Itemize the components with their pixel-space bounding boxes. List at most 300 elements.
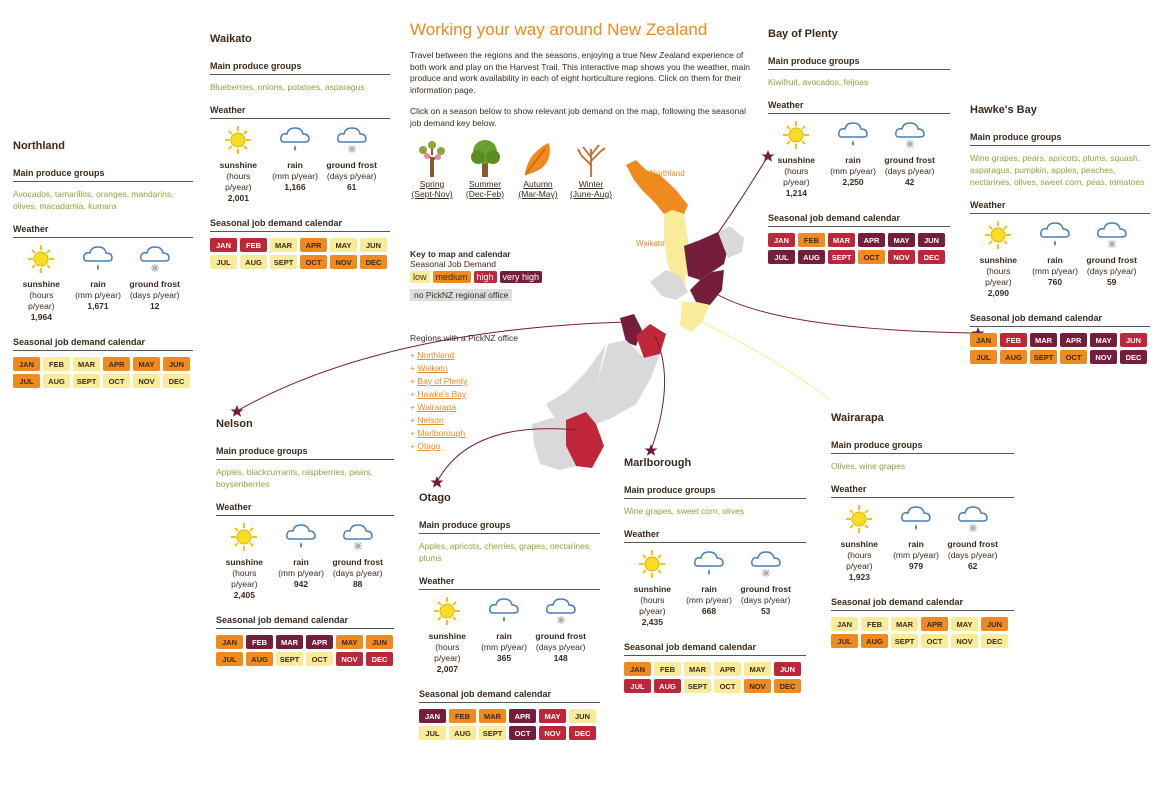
region-link-hawke-s-bay[interactable] — [410, 388, 518, 401]
link-label: Northland — [417, 350, 455, 360]
frost-value: 12 — [149, 301, 160, 311]
weather-stats — [624, 549, 794, 628]
sunshine-stat — [210, 125, 267, 204]
region-panel-marlborough — [624, 457, 806, 693]
frost-value: 53 — [760, 606, 771, 616]
produce-list: Wine grapes, sweet corn, olives — [624, 506, 744, 516]
calendar-month-oct[interactable]: OCT — [509, 726, 536, 740]
calendar-month-nov[interactable]: NOV — [330, 255, 357, 269]
frost-cloud-icon — [749, 549, 783, 584]
key-levels — [410, 271, 542, 283]
rain-unit: (mm p/year) — [893, 550, 939, 560]
sunshine-stat — [419, 596, 476, 675]
calendar-heading: Seasonal job demand calendar — [970, 313, 1150, 327]
calendar-month-jun[interactable]: JUN — [981, 617, 1008, 631]
calendar-heading: Seasonal job demand calendar — [210, 218, 390, 232]
frost-unit: (days p/year) — [332, 568, 383, 578]
calendar-month-jan[interactable]: JAN — [768, 233, 795, 247]
frost-label: ground frost — [947, 539, 998, 549]
rain-unit: (mm p/year) — [830, 166, 876, 176]
demand-calendar — [216, 635, 394, 666]
calendar-month-dec[interactable]: DEC — [774, 679, 801, 693]
produce-list: Apples, blackcurrants, raspberries, pears, boysenberries — [216, 467, 373, 489]
calendar-heading: Seasonal job demand calendar — [419, 689, 600, 703]
calendar-month-apr[interactable]: APR — [858, 233, 885, 247]
demand-key — [410, 249, 542, 303]
key-title: Key to map and calendar — [410, 249, 511, 259]
region-name[interactable]: Northland — [13, 140, 65, 152]
calendar-month-jul[interactable]: JUL — [768, 250, 795, 264]
rain-unit: (mm p/year) — [481, 642, 527, 652]
rain-stat — [681, 549, 738, 628]
calendar-month-may[interactable]: MAY — [888, 233, 915, 247]
calendar-month-mar[interactable]: MAR — [73, 357, 100, 371]
frost-stat — [737, 549, 794, 628]
link-label: Otago — [417, 441, 441, 451]
link-label: Nelson — [417, 415, 444, 425]
calendar-month-jun[interactable]: JUN — [366, 635, 393, 649]
calendar-month-oct[interactable]: OCT — [714, 679, 741, 693]
frost-unit: (days p/year) — [1086, 266, 1137, 276]
rain-unit: (mm p/year) — [75, 290, 121, 300]
season-autumn-label: Autumn — [523, 179, 553, 189]
calendar-month-sept[interactable]: SEPT — [479, 726, 506, 740]
connector-wairarapa — [690, 316, 830, 400]
calendar-month-dec[interactable]: DEC — [981, 634, 1008, 648]
frost-stat — [944, 504, 1001, 583]
calendar-month-jul[interactable]: JUL — [831, 634, 858, 648]
season-winter-months: (June-Aug) — [569, 189, 613, 199]
produce-heading: Main produce groups — [210, 61, 390, 75]
season-spring[interactable] — [410, 139, 454, 199]
link-label: Marlborough — [417, 428, 466, 438]
frost-stat — [881, 120, 938, 199]
rain-label: rain — [90, 279, 106, 289]
rain-cloud-icon — [836, 120, 870, 155]
calendar-month-oct[interactable]: OCT — [103, 374, 130, 388]
sunshine-unit: p/year) — [846, 561, 873, 571]
calendar-month-sept[interactable]: SEPT — [270, 255, 297, 269]
produce-heading: Main produce groups — [970, 132, 1150, 146]
sunshine-stat — [831, 504, 888, 583]
rain-stat — [888, 504, 945, 583]
sunshine-value: 2,001 — [227, 193, 249, 203]
calendar-month-dec[interactable]: DEC — [366, 652, 393, 666]
calendar-month-sept[interactable]: SEPT — [891, 634, 918, 648]
page-title: Working your way around New Zealand — [410, 20, 708, 39]
frost-cloud-icon — [341, 522, 375, 557]
calendar-month-oct[interactable]: OCT — [1060, 350, 1087, 364]
calendar-month-sept[interactable]: SEPT — [828, 250, 855, 264]
sunshine-value: 1,964 — [30, 312, 52, 322]
frost-cloud-icon — [138, 244, 172, 279]
sunshine-value: 2,007 — [436, 664, 458, 674]
season-winter[interactable] — [569, 139, 613, 199]
link-bullet: + — [410, 402, 418, 412]
region-name[interactable]: Wairarapa — [831, 412, 884, 424]
sunshine-unit: p/year) — [783, 177, 810, 187]
calendar-month-mar[interactable]: MAR — [479, 709, 506, 723]
demand-calendar — [419, 709, 600, 740]
frost-stat — [1083, 220, 1140, 299]
frost-unit: (days p/year) — [129, 290, 180, 300]
region-name[interactable]: Waikato — [210, 33, 252, 45]
rain-stat — [273, 522, 330, 601]
season-spring-label: Spring — [419, 179, 445, 189]
frost-label: ground frost — [129, 279, 180, 289]
link-bullet: + — [410, 389, 418, 399]
frost-value: 88 — [352, 579, 363, 589]
calendar-month-apr[interactable]: APR — [306, 635, 333, 649]
region-name[interactable]: Otago — [419, 492, 451, 504]
sunshine-label: sunshine — [225, 557, 263, 567]
south-island — [532, 314, 666, 470]
calendar-month-dec[interactable]: DEC — [360, 255, 387, 269]
sunshine-unit: p/year) — [639, 606, 666, 616]
calendar-month-dec[interactable]: DEC — [918, 250, 945, 264]
rain-cloud-icon — [899, 504, 933, 539]
rain-cloud-icon — [81, 244, 115, 279]
key-medium: medium — [433, 271, 471, 283]
weather-stats — [831, 504, 1001, 583]
calendar-month-jul[interactable]: JUL — [624, 679, 651, 693]
calendar-month-feb[interactable]: FEB — [861, 617, 888, 631]
region-name[interactable]: Bay of Plenty — [768, 28, 838, 40]
calendar-month-nov[interactable]: NOV — [336, 652, 363, 666]
calendar-month-aug[interactable]: AUG — [246, 652, 273, 666]
rain-value: 1,166 — [284, 182, 306, 192]
map-region-wairarapa[interactable] — [680, 302, 710, 332]
calendar-month-jun[interactable]: JUN — [1120, 333, 1147, 347]
rain-unit: (mm p/year) — [686, 595, 732, 605]
weather-stats — [970, 220, 1140, 299]
calendar-heading: Seasonal job demand calendar — [13, 337, 193, 351]
calendar-month-apr[interactable]: APR — [714, 662, 741, 676]
calendar-heading: Seasonal job demand calendar — [216, 615, 394, 629]
calendar-month-apr[interactable]: APR — [921, 617, 948, 631]
calendar-month-oct[interactable]: OCT — [921, 634, 948, 648]
sunshine-unit: (hours — [226, 171, 251, 181]
rain-stat — [1027, 220, 1084, 299]
map-label-waikato: Waikato — [636, 239, 665, 248]
frost-stat — [126, 244, 183, 323]
link-bullet: + — [410, 350, 418, 360]
calendar-month-jun[interactable]: JUN — [774, 662, 801, 676]
sunshine-unit: p/year) — [231, 579, 258, 589]
calendar-month-sept[interactable]: SEPT — [73, 374, 100, 388]
produce-heading: Main produce groups — [768, 56, 950, 70]
calendar-month-feb[interactable]: FEB — [246, 635, 273, 649]
autumn-leaf-icon — [519, 139, 557, 179]
sunshine-value: 2,435 — [641, 617, 663, 627]
sunshine-label: sunshine — [840, 539, 878, 549]
calendar-month-apr[interactable]: APR — [300, 238, 327, 252]
calendar-month-mar[interactable]: MAR — [270, 238, 297, 252]
link-bullet: + — [410, 415, 418, 425]
sunshine-unit: (hours — [847, 550, 872, 560]
link-bullet: + — [410, 428, 418, 438]
calendar-month-sept[interactable]: SEPT — [276, 652, 303, 666]
frost-stat — [532, 596, 589, 675]
calendar-month-feb[interactable]: FEB — [654, 662, 681, 676]
rain-stat — [476, 596, 533, 675]
calendar-month-dec[interactable]: DEC — [569, 726, 596, 740]
calendar-month-jul[interactable]: JUL — [210, 255, 237, 269]
sunshine-unit: (hours — [232, 568, 257, 578]
key-low: low — [410, 271, 430, 283]
calendar-month-jun[interactable]: JUN — [163, 357, 190, 371]
frost-value: 42 — [904, 177, 915, 187]
produce-list: Blueberries, onions, potatoes, asparagus — [210, 82, 365, 92]
region-link-waikato[interactable] — [410, 362, 518, 375]
frost-label: ground frost — [740, 584, 791, 594]
sun-icon — [779, 120, 813, 155]
region-links — [410, 333, 518, 453]
sun-icon — [24, 244, 58, 279]
sunshine-label: sunshine — [219, 160, 257, 170]
frost-label: ground frost — [535, 631, 586, 641]
calendar-month-jan[interactable]: JAN — [970, 333, 997, 347]
produce-list: Olives, wine grapes — [831, 461, 906, 471]
rain-stat — [70, 244, 127, 323]
frost-value: 59 — [1106, 277, 1117, 287]
calendar-month-may[interactable]: MAY — [133, 357, 160, 371]
region-link-bay-of-plenty[interactable] — [410, 375, 518, 388]
spring-tree-icon — [413, 139, 451, 179]
calendar-month-may[interactable]: MAY — [330, 238, 357, 252]
season-summer-label: Summer — [468, 179, 502, 189]
rain-cloud-icon — [278, 125, 312, 160]
calendar-month-dec[interactable]: DEC — [1120, 350, 1147, 364]
region-links-title: Regions with a PickNZ office — [410, 333, 519, 343]
calendar-month-feb[interactable]: FEB — [1000, 333, 1027, 347]
key-very-high: very high — [500, 271, 543, 283]
season-summer[interactable] — [463, 139, 507, 199]
calendar-month-aug[interactable]: AUG — [240, 255, 267, 269]
calendar-month-feb[interactable]: FEB — [798, 233, 825, 247]
calendar-month-aug[interactable]: AUG — [1000, 350, 1027, 364]
demand-calendar — [210, 238, 390, 269]
key-high: high — [474, 271, 497, 283]
weather-heading: Weather — [210, 105, 390, 119]
sunshine-unit: (hours — [29, 290, 54, 300]
rain-cloud-icon — [284, 522, 318, 557]
calendar-month-oct[interactable]: OCT — [300, 255, 327, 269]
weather-heading: Weather — [970, 200, 1150, 214]
sunshine-unit: (hours — [986, 266, 1011, 276]
region-panel-nelson — [216, 418, 394, 666]
frost-label: ground frost — [332, 557, 383, 567]
produce-heading: Main produce groups — [216, 446, 394, 460]
produce-list: Avocados, tamarillos, oranges, mandarins, olives, macadamia, kumara — [13, 189, 174, 211]
calendar-month-apr[interactable]: APR — [1060, 333, 1087, 347]
weather-heading: Weather — [768, 100, 950, 114]
region-link-wairarapa[interactable] — [410, 401, 518, 414]
sunshine-label: sunshine — [22, 279, 60, 289]
calendar-month-jan[interactable]: JAN — [624, 662, 651, 676]
calendar-month-feb[interactable]: FEB — [240, 238, 267, 252]
region-name[interactable]: Marlborough — [624, 457, 692, 469]
calendar-month-jun[interactable]: JUN — [569, 709, 596, 723]
rain-value: 365 — [496, 653, 512, 663]
frost-unit: (days p/year) — [740, 595, 791, 605]
calendar-month-jan[interactable]: JAN — [419, 709, 446, 723]
weather-heading: Weather — [419, 576, 600, 590]
sunshine-unit: p/year) — [225, 182, 252, 192]
demand-calendar — [831, 617, 1014, 648]
calendar-month-may[interactable]: MAY — [336, 635, 363, 649]
region-link-otago[interactable] — [410, 440, 518, 453]
frost-unit: (days p/year) — [326, 171, 377, 181]
calendar-month-nov[interactable]: NOV — [888, 250, 915, 264]
sunshine-value: 1,923 — [848, 572, 870, 582]
calendar-month-nov[interactable]: NOV — [539, 726, 566, 740]
calendar-month-jan[interactable]: JAN — [831, 617, 858, 631]
link-bullet: + — [410, 376, 418, 386]
calendar-month-nov[interactable]: NOV — [133, 374, 160, 388]
sunshine-label: sunshine — [777, 155, 815, 165]
sun-icon — [227, 522, 261, 557]
calendar-month-jul[interactable]: JUL — [13, 374, 40, 388]
region-panel-hawkes-bay — [970, 104, 1150, 364]
rain-value: 668 — [701, 606, 717, 616]
weather-heading: Weather — [216, 502, 394, 516]
calendar-month-jul[interactable]: JUL — [216, 652, 243, 666]
calendar-month-jul[interactable]: JUL — [419, 726, 446, 740]
frost-value: 148 — [553, 653, 568, 663]
frost-label: ground frost — [884, 155, 935, 165]
calendar-month-mar[interactable]: MAR — [276, 635, 303, 649]
calendar-month-feb[interactable]: FEB — [43, 357, 70, 371]
weather-heading: Weather — [831, 484, 1014, 498]
sunshine-unit: (hours — [784, 166, 809, 176]
sunshine-unit: (hours — [435, 642, 460, 652]
frost-label: ground frost — [326, 160, 377, 170]
demand-calendar — [970, 333, 1150, 364]
calendar-month-may[interactable]: MAY — [951, 617, 978, 631]
key-no-office: no PickNZ regional office — [410, 289, 512, 301]
calendar-month-aug[interactable]: AUG — [449, 726, 476, 740]
sunshine-stat — [13, 244, 70, 323]
frost-cloud-icon — [956, 504, 990, 539]
frost-cloud-icon — [893, 120, 927, 155]
region-link-nelson[interactable] — [410, 414, 518, 427]
region-link-northland[interactable] — [410, 349, 518, 362]
calendar-month-mar[interactable]: MAR — [828, 233, 855, 247]
calendar-month-mar[interactable]: MAR — [1030, 333, 1057, 347]
calendar-month-aug[interactable]: AUG — [43, 374, 70, 388]
sunshine-stat — [970, 220, 1027, 299]
calendar-month-jan[interactable]: JAN — [210, 238, 237, 252]
calendar-month-oct[interactable]: OCT — [306, 652, 333, 666]
calendar-month-apr[interactable]: APR — [509, 709, 536, 723]
weather-stats — [216, 522, 386, 601]
calendar-month-nov[interactable]: NOV — [1090, 350, 1117, 364]
calendar-month-oct[interactable]: OCT — [858, 250, 885, 264]
rain-label: rain — [908, 539, 924, 549]
calendar-month-aug[interactable]: AUG — [654, 679, 681, 693]
region-name[interactable]: Nelson — [216, 418, 253, 430]
link-label: Wairarapa — [417, 402, 457, 412]
rain-unit: (mm p/year) — [272, 171, 318, 181]
rain-label: rain — [845, 155, 861, 165]
rain-value: 942 — [293, 579, 309, 589]
calendar-month-jul[interactable]: JUL — [970, 350, 997, 364]
calendar-month-apr[interactable]: APR — [103, 357, 130, 371]
sunshine-unit: (hours — [640, 595, 665, 605]
weather-heading: Weather — [13, 224, 193, 238]
rain-label: rain — [496, 631, 512, 641]
sunshine-label: sunshine — [428, 631, 466, 641]
season-winter-label: Winter — [578, 179, 604, 189]
calendar-month-sept[interactable]: SEPT — [684, 679, 711, 693]
summer-tree-icon — [466, 139, 504, 179]
intro-panel — [410, 20, 750, 199]
region-panel-northland — [13, 140, 193, 388]
produce-heading: Main produce groups — [419, 520, 600, 534]
link-label: Bay of Plenty — [417, 376, 468, 386]
rain-cloud-icon — [692, 549, 726, 584]
calendar-month-may[interactable]: MAY — [539, 709, 566, 723]
marker-star-nelson — [231, 405, 244, 417]
calendar-month-dec[interactable]: DEC — [163, 374, 190, 388]
rain-value: 979 — [908, 561, 924, 571]
calendar-heading: Seasonal job demand calendar — [831, 597, 1014, 611]
calendar-month-feb[interactable]: FEB — [449, 709, 476, 723]
produce-heading: Main produce groups — [831, 440, 1014, 454]
frost-label: ground frost — [1086, 255, 1137, 265]
calendar-month-mar[interactable]: MAR — [684, 662, 711, 676]
season-autumn-months: (Mar-May) — [518, 189, 558, 199]
calendar-month-jan[interactable]: JAN — [13, 357, 40, 371]
sun-icon — [635, 549, 669, 584]
rain-stat — [267, 125, 324, 204]
season-summer-months: (Dec-Feb) — [465, 189, 505, 199]
rain-cloud-icon — [487, 596, 521, 631]
frost-stat — [329, 522, 386, 601]
produce-heading: Main produce groups — [13, 168, 193, 182]
region-panel-bay-of-plenty — [768, 28, 950, 264]
calendar-month-may[interactable]: MAY — [1090, 333, 1117, 347]
weather-stats — [210, 125, 380, 204]
calendar-month-nov[interactable]: NOV — [951, 634, 978, 648]
calendar-month-aug[interactable]: AUG — [861, 634, 888, 648]
season-autumn[interactable] — [516, 139, 560, 199]
calendar-month-mar[interactable]: MAR — [891, 617, 918, 631]
region-name[interactable]: Hawke's Bay — [970, 104, 1037, 116]
intro-text: Travel between the regions and the seasons, enjoying a true New Zealand experience of both work and play on the Harvest Trail. This interactive map shows you the weather, main produce and work availability in each of eight horticulture regions. Click on them for their information page. — [410, 50, 751, 95]
calendar-month-jun[interactable]: JUN — [360, 238, 387, 252]
calendar-month-jan[interactable]: JAN — [216, 635, 243, 649]
key-subtitle: Seasonal Job Demand — [410, 259, 497, 269]
winter-tree-icon — [572, 139, 610, 179]
calendar-month-nov[interactable]: NOV — [744, 679, 771, 693]
region-link-marlborough[interactable] — [410, 427, 518, 440]
weather-heading: Weather — [624, 529, 806, 543]
demand-calendar — [624, 662, 806, 693]
link-label: Waikato — [417, 363, 448, 373]
calendar-month-may[interactable]: MAY — [744, 662, 771, 676]
region-links-list — [410, 349, 518, 453]
season-selector — [410, 139, 750, 199]
calendar-month-sept[interactable]: SEPT — [1030, 350, 1057, 364]
sun-icon — [430, 596, 464, 631]
rain-label: rain — [287, 160, 303, 170]
calendar-month-aug[interactable]: AUG — [798, 250, 825, 264]
sunshine-stat — [216, 522, 273, 601]
frost-cloud-icon — [1095, 220, 1129, 255]
calendar-month-jun[interactable]: JUN — [918, 233, 945, 247]
